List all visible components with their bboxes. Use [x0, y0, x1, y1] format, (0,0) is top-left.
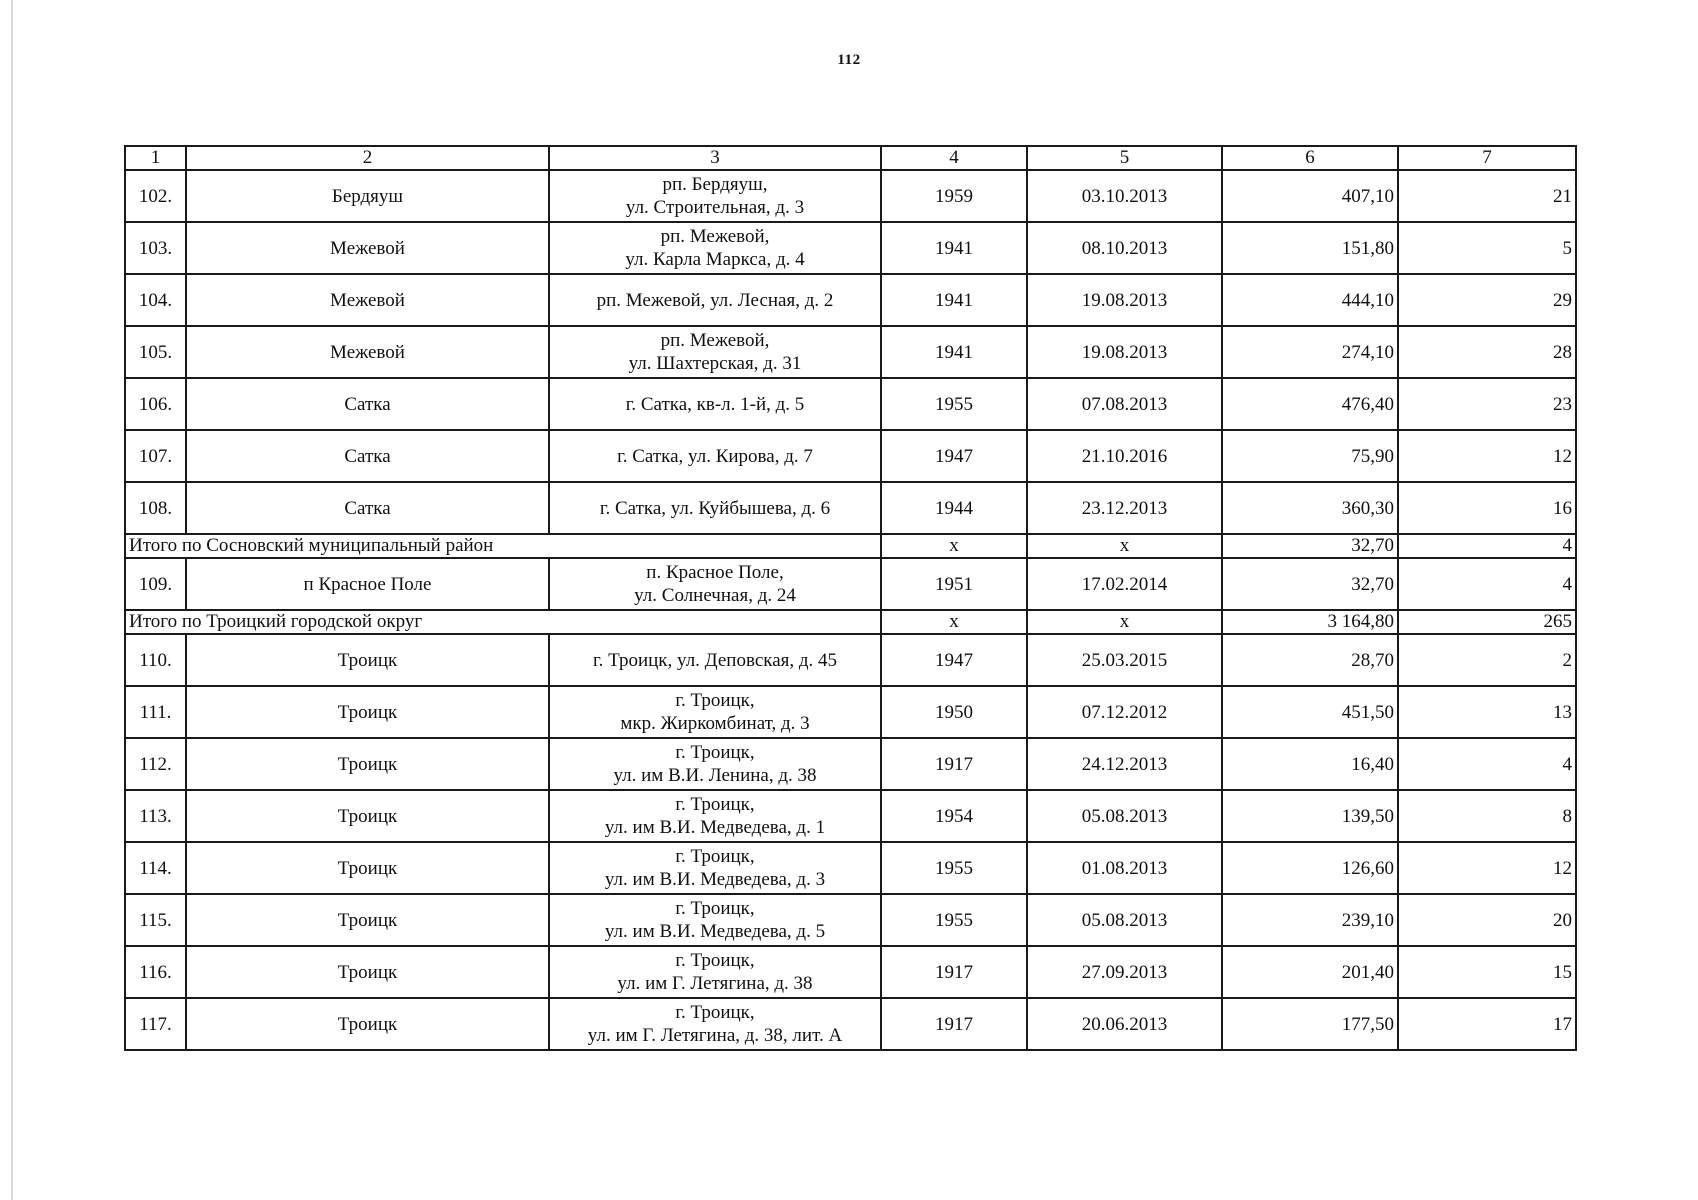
locality-cell: Троицк: [186, 634, 549, 686]
address-cell: [549, 274, 881, 326]
address-line: г. Троицк,: [675, 950, 755, 971]
count-cell: 5: [1398, 222, 1576, 274]
table-row: [125, 326, 1576, 378]
address-line: рп. Межевой,: [660, 226, 770, 247]
column-number: 4: [881, 146, 1027, 170]
year-cell: x: [881, 610, 1027, 634]
row-number-cell: 104.: [125, 274, 186, 326]
date-cell: 01.08.2013: [1027, 842, 1222, 894]
table-row: [125, 378, 1576, 430]
year-cell: 1955: [881, 894, 1027, 946]
date-cell: 08.10.2013: [1027, 222, 1222, 274]
address-cell: [549, 482, 881, 534]
address-line: рп. Бердяуш,: [662, 174, 768, 195]
locality-cell: Межевой: [186, 222, 549, 274]
address-cell: [549, 686, 881, 738]
table-row: [125, 558, 1576, 610]
count-cell: 8: [1398, 790, 1576, 842]
address-line: ул. Строительная, д. 3: [625, 197, 805, 218]
count-cell: 265: [1398, 610, 1576, 634]
year-cell: 1955: [881, 842, 1027, 894]
row-number-cell: 112.: [125, 738, 186, 790]
date-cell: x: [1027, 610, 1222, 634]
locality-cell: п Красное Поле: [186, 558, 549, 610]
table-row: [125, 634, 1576, 686]
date-cell: 24.12.2013: [1027, 738, 1222, 790]
area-cell: 451,50: [1222, 686, 1398, 738]
year-cell: x: [881, 534, 1027, 558]
locality-cell: Троицк: [186, 686, 549, 738]
address-line: г. Сатка, кв-л. 1-й, д. 5: [625, 393, 805, 415]
count-cell: 28: [1398, 326, 1576, 378]
date-cell: 05.08.2013: [1027, 894, 1222, 946]
column-number-row: [125, 146, 1576, 170]
address-line: г. Троицк,: [675, 846, 755, 867]
column-number: 6: [1222, 146, 1398, 170]
address-line: ул. им В.И. Медведева, д. 3: [604, 869, 826, 890]
subtotal-label: Итого по Троицкий городской округ: [125, 610, 881, 634]
address-cell: [549, 558, 881, 610]
row-number-cell: 113.: [125, 790, 186, 842]
year-cell: 1944: [881, 482, 1027, 534]
row-number-cell: 108.: [125, 482, 186, 534]
count-cell: 12: [1398, 430, 1576, 482]
date-cell: 20.06.2013: [1027, 998, 1222, 1050]
row-number-cell: 102.: [125, 170, 186, 222]
locality-cell: Троицк: [186, 998, 549, 1050]
area-cell: 32,70: [1222, 534, 1398, 558]
column-number: 1: [125, 146, 186, 170]
area-cell: 239,10: [1222, 894, 1398, 946]
date-cell: 07.08.2013: [1027, 378, 1222, 430]
address-cell: [549, 326, 881, 378]
count-cell: 13: [1398, 686, 1576, 738]
register-table: [124, 145, 1577, 1051]
locality-cell: Троицк: [186, 790, 549, 842]
date-cell: 27.09.2013: [1027, 946, 1222, 998]
count-cell: 29: [1398, 274, 1576, 326]
count-cell: 12: [1398, 842, 1576, 894]
address-line: рп. Межевой, ул. Лесная, д. 2: [596, 289, 834, 311]
row-number-cell: 107.: [125, 430, 186, 482]
address-line: ул. им Г. Летягина, д. 38: [617, 973, 813, 994]
area-cell: 151,80: [1222, 222, 1398, 274]
locality-cell: Бердяуш: [186, 170, 549, 222]
area-cell: 201,40: [1222, 946, 1398, 998]
row-number-cell: 106.: [125, 378, 186, 430]
address-cell: [549, 222, 881, 274]
area-cell: 75,90: [1222, 430, 1398, 482]
address-cell: [549, 430, 881, 482]
table-row: [125, 790, 1576, 842]
table-row: [125, 946, 1576, 998]
subtotal-label: Итого по Сосновский муниципальный район: [125, 534, 881, 558]
table-row: [125, 738, 1576, 790]
area-cell: 28,70: [1222, 634, 1398, 686]
table-row: [125, 430, 1576, 482]
date-cell: 03.10.2013: [1027, 170, 1222, 222]
year-cell: 1917: [881, 738, 1027, 790]
year-cell: 1950: [881, 686, 1027, 738]
column-number: 3: [549, 146, 881, 170]
row-number-cell: 110.: [125, 634, 186, 686]
area-cell: 444,10: [1222, 274, 1398, 326]
address-line: ул. Шахтерская, д. 31: [628, 353, 802, 374]
year-cell: 1951: [881, 558, 1027, 610]
locality-cell: Сатка: [186, 482, 549, 534]
row-number-cell: 105.: [125, 326, 186, 378]
address-line: ул. Карла Маркса, д. 4: [625, 249, 805, 270]
count-cell: 20: [1398, 894, 1576, 946]
table-row: [125, 274, 1576, 326]
date-cell: 17.02.2014: [1027, 558, 1222, 610]
area-cell: 16,40: [1222, 738, 1398, 790]
area-cell: 407,10: [1222, 170, 1398, 222]
row-number-cell: 111.: [125, 686, 186, 738]
date-cell: 07.12.2012: [1027, 686, 1222, 738]
year-cell: 1917: [881, 946, 1027, 998]
address-line: ул. им В.И. Ленина, д. 38: [613, 765, 817, 786]
area-cell: 476,40: [1222, 378, 1398, 430]
register-body: [125, 146, 1576, 1050]
year-cell: 1941: [881, 274, 1027, 326]
area-cell: 139,50: [1222, 790, 1398, 842]
address-cell: [549, 998, 881, 1050]
address-line: г. Троицк,: [675, 742, 755, 763]
scan-edge-line: [11, 0, 13, 1200]
area-cell: 126,60: [1222, 842, 1398, 894]
date-cell: x: [1027, 534, 1222, 558]
row-number-cell: 115.: [125, 894, 186, 946]
year-cell: 1959: [881, 170, 1027, 222]
locality-cell: Троицк: [186, 738, 549, 790]
row-number-cell: 114.: [125, 842, 186, 894]
address-line: г. Сатка, ул. Куйбышева, д. 6: [599, 497, 831, 519]
year-cell: 1954: [881, 790, 1027, 842]
address-line: ул. им В.И. Медведева, д. 1: [604, 817, 826, 838]
year-cell: 1917: [881, 998, 1027, 1050]
address-cell: [549, 894, 881, 946]
count-cell: 4: [1398, 738, 1576, 790]
table-row: [125, 686, 1576, 738]
address-cell: [549, 946, 881, 998]
count-cell: 15: [1398, 946, 1576, 998]
row-number-cell: 117.: [125, 998, 186, 1050]
count-cell: 21: [1398, 170, 1576, 222]
table-row: [125, 170, 1576, 222]
year-cell: 1955: [881, 378, 1027, 430]
locality-cell: Межевой: [186, 274, 549, 326]
address-line: мкр. Жиркомбинат, д. 3: [620, 713, 810, 734]
address-line: г. Троицк,: [675, 690, 755, 711]
address-cell: [549, 170, 881, 222]
area-cell: 32,70: [1222, 558, 1398, 610]
date-cell: 19.08.2013: [1027, 274, 1222, 326]
count-cell: 17: [1398, 998, 1576, 1050]
page-number: 112: [837, 52, 861, 68]
locality-cell: Сатка: [186, 378, 549, 430]
locality-cell: Троицк: [186, 894, 549, 946]
year-cell: 1941: [881, 326, 1027, 378]
column-number: 7: [1398, 146, 1576, 170]
year-cell: 1947: [881, 430, 1027, 482]
area-cell: 274,10: [1222, 326, 1398, 378]
locality-cell: Троицк: [186, 946, 549, 998]
table-row: [125, 482, 1576, 534]
locality-cell: Межевой: [186, 326, 549, 378]
address-line: г. Троицк,: [675, 898, 755, 919]
row-number-cell: 116.: [125, 946, 186, 998]
address-line: г. Троицк,: [675, 1002, 755, 1023]
row-number-cell: 103.: [125, 222, 186, 274]
count-cell: 4: [1398, 534, 1576, 558]
date-cell: 21.10.2016: [1027, 430, 1222, 482]
date-cell: 19.08.2013: [1027, 326, 1222, 378]
locality-cell: Троицк: [186, 842, 549, 894]
date-cell: 23.12.2013: [1027, 482, 1222, 534]
count-cell: 16: [1398, 482, 1576, 534]
date-cell: 25.03.2015: [1027, 634, 1222, 686]
subtotal-row: [125, 610, 1576, 634]
column-number: 5: [1027, 146, 1222, 170]
locality-cell: Сатка: [186, 430, 549, 482]
table-row: [125, 894, 1576, 946]
year-cell: 1947: [881, 634, 1027, 686]
count-cell: 23: [1398, 378, 1576, 430]
address-line: г. Троицк,: [675, 794, 755, 815]
address-line: г. Троицк, ул. Деповская, д. 45: [592, 649, 838, 671]
subtotal-row: [125, 534, 1576, 558]
area-cell: 3 164,80: [1222, 610, 1398, 634]
address-line: ул. им В.И. Медведева, д. 5: [604, 921, 826, 942]
count-cell: 4: [1398, 558, 1576, 610]
address-line: ул. им Г. Летягина, д. 38, лит. А: [587, 1025, 843, 1046]
address-line: рп. Межевой,: [660, 330, 770, 351]
address-cell: [549, 738, 881, 790]
count-cell: 2: [1398, 634, 1576, 686]
address-cell: [549, 378, 881, 430]
row-number-cell: 109.: [125, 558, 186, 610]
table-row: [125, 222, 1576, 274]
column-number: 2: [186, 146, 549, 170]
table-row: [125, 842, 1576, 894]
address-cell: [549, 634, 881, 686]
date-cell: 05.08.2013: [1027, 790, 1222, 842]
address-cell: [549, 790, 881, 842]
table-row: [125, 998, 1576, 1050]
area-cell: 177,50: [1222, 998, 1398, 1050]
address-line: ул. Солнечная, д. 24: [634, 585, 796, 606]
area-cell: 360,30: [1222, 482, 1398, 534]
address-cell: [549, 842, 881, 894]
year-cell: 1941: [881, 222, 1027, 274]
address-line: п. Красное Поле,: [646, 562, 784, 583]
address-line: г. Сатка, ул. Кирова, д. 7: [617, 445, 813, 467]
